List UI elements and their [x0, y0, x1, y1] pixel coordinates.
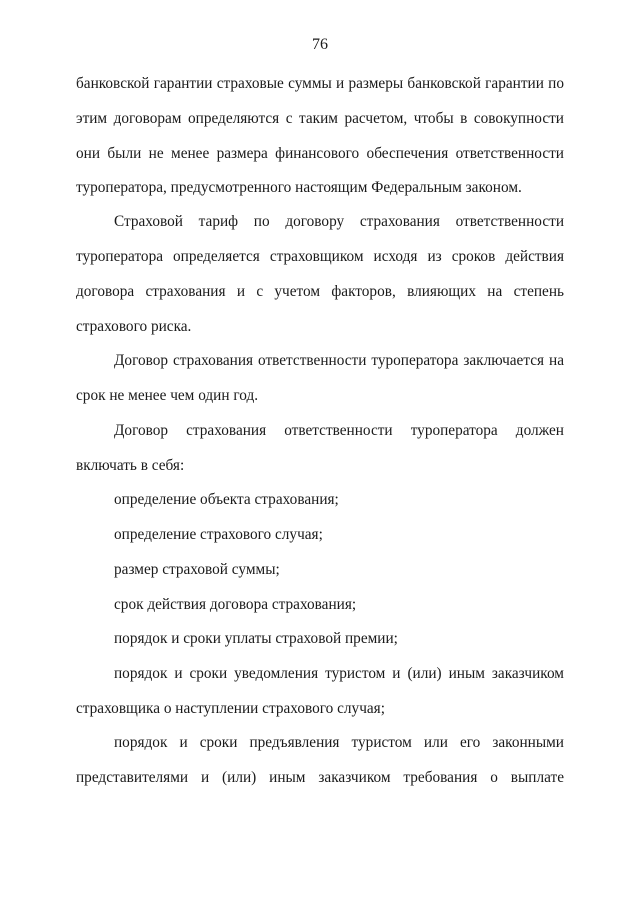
list-item: порядок и сроки предъявления туристом или его законными [114, 734, 564, 751]
text-line: туроператора определяется страховщиком исходя из сроков действия [76, 248, 564, 265]
list-item: размер страховой суммы; [114, 561, 280, 578]
list-item: порядок и сроки уплаты страховой премии; [114, 630, 398, 647]
list-item: определение объекта страхования; [114, 491, 339, 508]
text-line: представителями и (или) иным заказчиком требования о выплате [76, 769, 564, 786]
text-line: Договор страхования ответственности туроператора заключается на [114, 352, 564, 369]
text-line: включать в себя: [76, 457, 185, 474]
text-line: договора страхования и с учетом факторов, влияющих на степень [76, 283, 564, 300]
text-line: туроператора, предусмотренного настоящим Федеральным законом. [76, 179, 522, 196]
text-line: банковской гарантии страховые суммы и размеры банковской гарантии по [76, 75, 564, 92]
page-number: 76 [312, 36, 328, 53]
text-line: срок не менее чем один год. [76, 387, 259, 404]
text-line: страховщика о наступлении страхового случая; [76, 700, 385, 717]
list-item: определение страхового случая; [114, 526, 323, 543]
list-item: порядок и сроки уведомления туристом и (или) иным заказчиком [114, 665, 564, 682]
text-line: Договор страхования ответственности туроператора должен [114, 422, 564, 439]
text-line: этим договорам определяются с таким расчетом, чтобы в совокупности [76, 110, 564, 127]
text-line: Страховой тариф по договору страхования ответственности [114, 213, 564, 230]
text-line: страхового риска. [76, 318, 192, 335]
list-item: срок действия договора страхования; [114, 596, 357, 613]
text-line: они были не менее размера финансового обеспечения ответственности [76, 145, 564, 162]
